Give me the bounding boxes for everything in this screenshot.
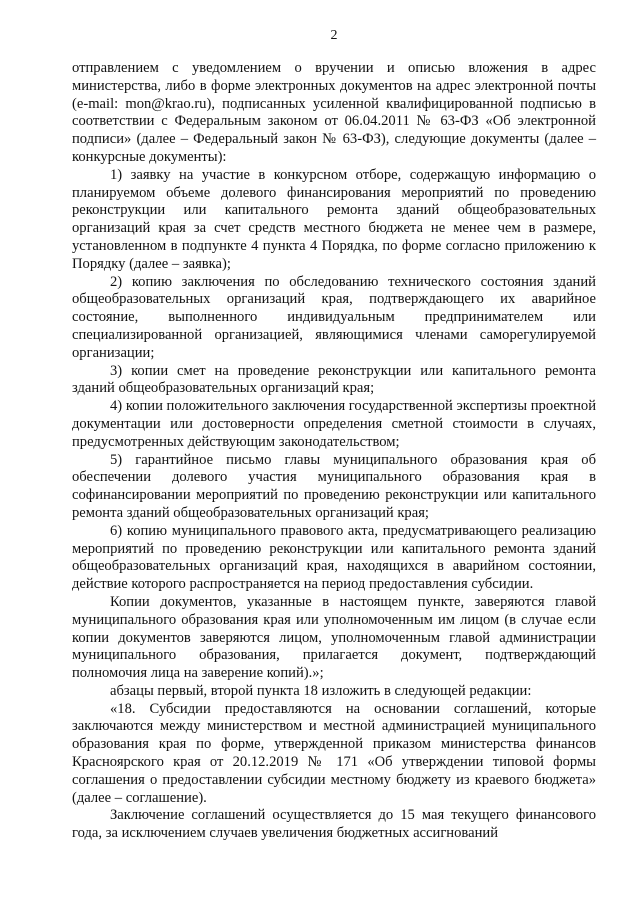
paragraph-item-4-expert-review: 4) копии положительного заключения государственной экспертизы проектной документации или достоверности определения сметной стоимости в случаях, предусмотренных действующим законодательством; [72, 398, 596, 450]
paragraph-point-18-agreements: «18. Субсидии предоставляются на основании соглашений, которые заключаются между министерством и местной администрацией муниципального образования края по форме, утвержденной приказом министерства финансов Красноярского края от 20.12.2019 № 171 «Об утверждении типовой формы соглашения о предоставлении субсидии местному бюджету из краевого бюджета» (далее – соглашение). [72, 700, 596, 806]
paragraph-item-3-estimates: 3) копии смет на проведение реконструкции или капитального ремонта зданий общеобразовательных организаций края; [72, 362, 596, 397]
paragraph-submission-method: отправлением с уведомлением о вручении и описью вложения в адрес министерства, либо в форме электронных документов на адрес электронной почты (e-mail: mon@krao.ru), подписанных усиленной квалифицированной подписью в соответствии с Федеральным законом от 06.04.2011 № 63-ФЗ «Об электронной подписи» (далее – Федеральный закон № 63-ФЗ), следующие документы (далее – конкурсные документы): [72, 60, 596, 165]
paragraph-item-1-application: 1) заявку на участие в конкурсном отборе, содержащую информацию о планируемом объеме долевого финансирования мероприятий по проведению реконструкции или капитального ремонта зданий общеобразовательных организаций края за счет средств местного бюджета не менее чем в размере, установленном в подпункте 4 пункта 4 Порядка, по форме согласно приложению к Порядку (далее – заявка); [72, 166, 596, 272]
paragraph-copies-certification: Копии документов, указанные в настоящем пункте, заверяются главой муниципального образования края или уполномоченным им лицом (в случае если копии документов заверяются лицом, уполномоченным главой администрации муниципального образования, прилагается документ, подтверждающий полномочия лица на заверение копий).»; [72, 593, 596, 682]
paragraph-item-5-guarantee-letter: 5) гарантийное письмо главы муниципального образования края об обеспечении долевого участия муниципального образования края в софинансировании мероприятий по проведению реконструкции или капитального ремонта зданий общеобразовательных организаций края; [72, 451, 596, 521]
paragraph-item-2-inspection-report: 2) копию заключения по обследованию технического состояния зданий общеобразовательных организаций края, подтверждающего их аварийное состояние, выполненного индивидуальным предпринимателем или специализированной организацией, являющимися членами саморегулируемой организации; [72, 273, 596, 361]
paragraph-agreement-deadline: Заключение соглашений осуществляется до 15 мая текущего финансового года, за исключением случаев увеличения бюджетных ассигнований [72, 807, 596, 842]
page-number: 2 [330, 28, 338, 43]
paragraph-item-6-municipal-act: 6) копию муниципального правового акта, предусматривающего реализацию мероприятий по проведению реконструкции или капитального ремонта зданий общеобразовательных организаций края, находящихся в аварийном состоянии, действие которого распространяется на период предоставления субсидии. [72, 522, 596, 593]
document-body [72, 60, 596, 843]
paragraph-amendment-point-18: абзацы первый, второй пункта 18 изложить в следующей редакции: [110, 682, 532, 699]
